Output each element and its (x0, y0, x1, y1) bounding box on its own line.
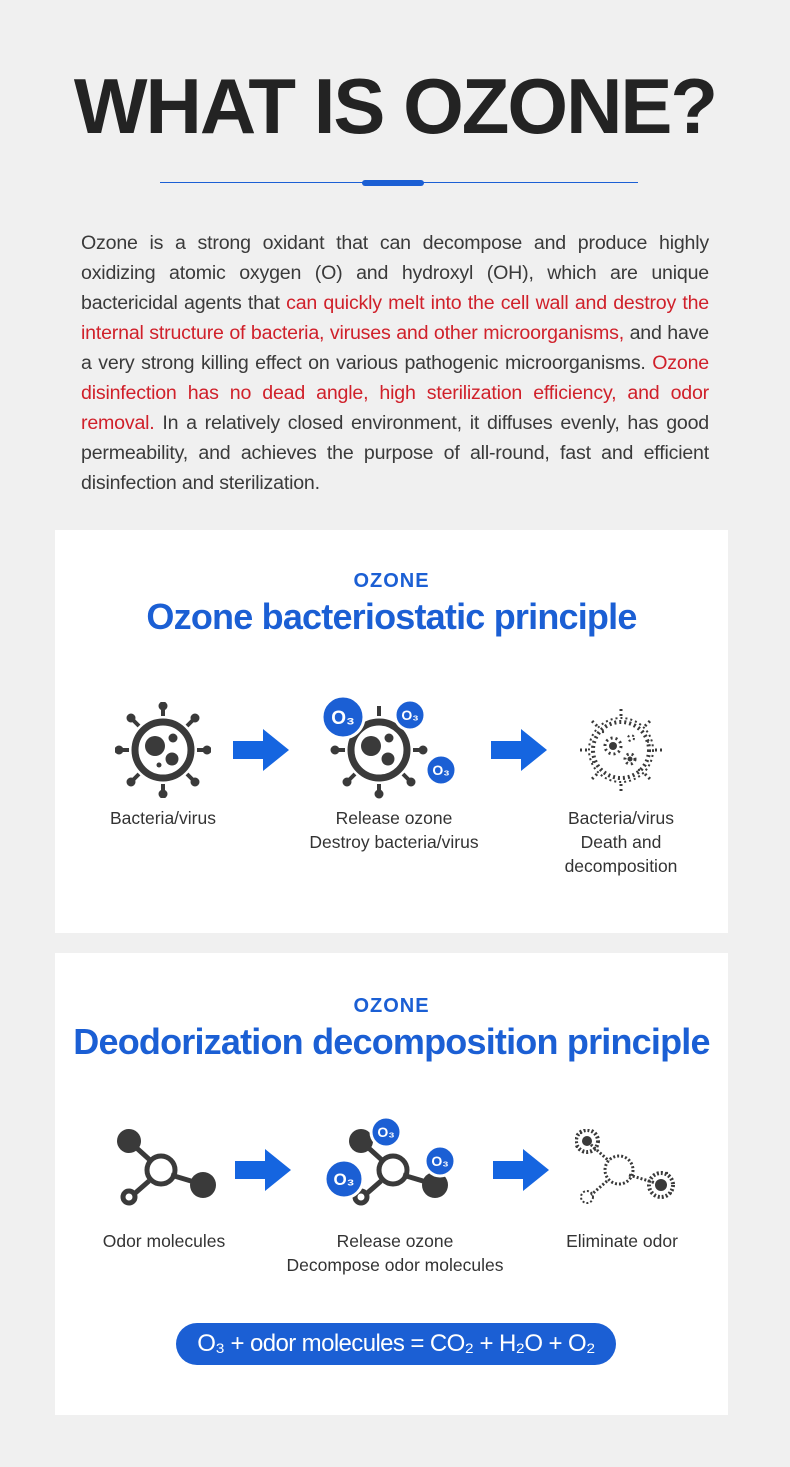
svg-text:O₃: O₃ (331, 708, 355, 729)
intro-highlight: can quickly melt into the cell wall and destroy the internal structure of bacteria, viruses and other microorganisms, (81, 292, 710, 344)
arrow-right-icon (235, 1149, 291, 1191)
step-caption: Bacteria/virus (109, 808, 216, 828)
section-kicker: OZONE (353, 570, 430, 592)
bacteriostatic-card (55, 530, 728, 933)
step-caption: Release ozone Destroy bacteria/virus (309, 808, 479, 852)
step-caption: Release ozone Decompose odor molecules (286, 1231, 504, 1275)
svg-text:O₃: O₃ (401, 707, 419, 723)
section-title: Deodorization decomposition principle (73, 1021, 710, 1062)
svg-text:O₃: O₃ (431, 1153, 449, 1169)
bacteria-icon (115, 702, 211, 798)
intro-text: and have a very strong killing effect on various pathogenic microorganisms. (81, 322, 709, 374)
ozone-badge (425, 1146, 455, 1176)
decomposed-molecule-icon (575, 1129, 675, 1209)
arrow-right-icon (493, 1149, 549, 1191)
chemical-formula: O₃ + odor molecules = CO₂ + H₂O + O₂ (176, 1323, 616, 1365)
intro-highlight: Ozone disinfection has no dead angle, high sterilization efficiency, and odor removal. (81, 352, 709, 434)
intro-paragraph (81, 228, 709, 498)
arrow-right-icon (233, 729, 289, 771)
intro-text: Ozone is a strong oxidant that can decompose and produce highly oxidizing atomic oxygen (O) and hydroxyl (OH), which are unique bactericidal agents that (81, 232, 709, 314)
ozone-badge (426, 755, 456, 785)
svg-text:O₃: O₃ (333, 1170, 355, 1189)
svg-text:O₃: O₃ (377, 1124, 395, 1140)
ozone-attack-bacteria-icon (321, 695, 461, 805)
step-caption: Bacteria/virus Death and decomposition (564, 808, 678, 876)
section-kicker: OZONE (353, 995, 430, 1017)
step-caption: Eliminate odor (566, 1231, 678, 1251)
deodorization-card (55, 953, 728, 1415)
step-caption: Odor molecules (102, 1231, 226, 1251)
ozone-badge (325, 1160, 363, 1198)
ozone-badge (322, 696, 364, 738)
arrow-right-icon (491, 729, 547, 771)
ozone-attack-molecule-icon (323, 1115, 463, 1215)
intro-text: In a relatively closed environment, it diffuses evenly, has good permeability, and achieves the purpose of all-round, fast and efficient disinfection and sterilization. (81, 412, 709, 494)
decomposed-bacteria-icon (573, 702, 669, 798)
title-divider-accent (362, 180, 424, 186)
page-title: WHAT IS OZONE? (73, 62, 717, 150)
ozone-badge (395, 700, 425, 730)
ozone-badge (371, 1117, 401, 1147)
svg-text:O₃: O₃ (432, 762, 450, 778)
section-title: Ozone bacteriostatic principle (146, 596, 637, 637)
molecule-icon (117, 1129, 217, 1209)
